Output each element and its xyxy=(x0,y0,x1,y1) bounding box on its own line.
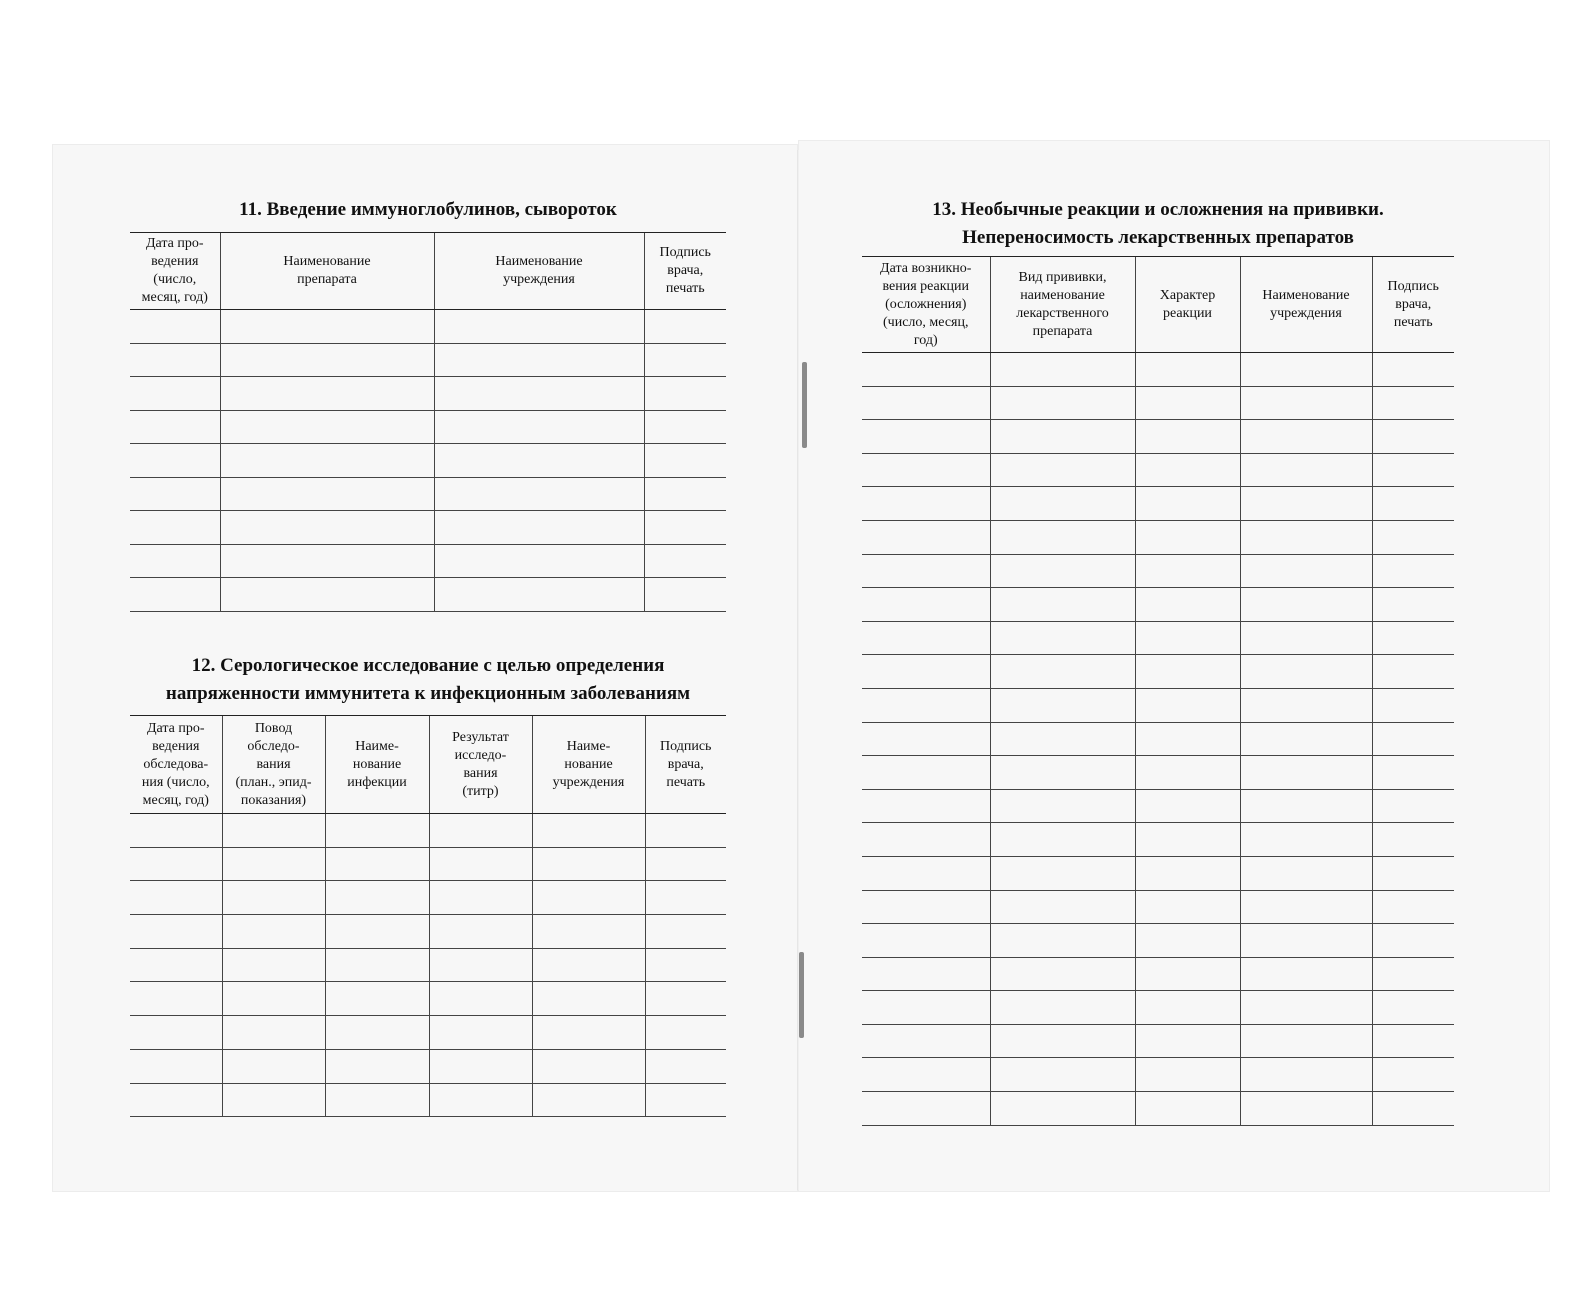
empty-cell xyxy=(222,814,325,848)
table-reactions xyxy=(862,256,1454,1126)
table-row xyxy=(862,856,1454,890)
empty-cell xyxy=(130,377,220,411)
table-row xyxy=(130,1049,726,1083)
empty-cell xyxy=(434,410,644,444)
empty-cell xyxy=(1135,924,1240,958)
empty-cell xyxy=(1240,1058,1372,1092)
empty-cell xyxy=(1240,554,1372,588)
empty-cell xyxy=(1372,957,1454,991)
empty-cell xyxy=(645,847,726,881)
table-row xyxy=(130,444,726,478)
empty-cell xyxy=(1240,789,1372,823)
table-row xyxy=(862,957,1454,991)
empty-cell xyxy=(990,688,1135,722)
empty-cell xyxy=(222,1016,325,1050)
table-row xyxy=(862,453,1454,487)
header-label: Наименование препарата xyxy=(283,254,371,287)
empty-cell xyxy=(220,444,434,478)
section-13-title xyxy=(862,196,1454,252)
empty-cell xyxy=(990,957,1135,991)
empty-cell xyxy=(644,511,726,545)
empty-cell xyxy=(532,881,645,915)
empty-cell xyxy=(130,1083,222,1117)
empty-cell xyxy=(130,444,220,478)
empty-cell xyxy=(130,915,222,949)
table-row xyxy=(130,377,726,411)
empty-cell xyxy=(220,343,434,377)
empty-cell xyxy=(1372,353,1454,387)
empty-cell xyxy=(644,343,726,377)
empty-cell xyxy=(862,789,990,823)
empty-cell xyxy=(990,924,1135,958)
empty-cell xyxy=(1135,789,1240,823)
empty-cell xyxy=(1240,655,1372,689)
empty-cell xyxy=(1240,957,1372,991)
empty-cell xyxy=(644,544,726,578)
empty-cell xyxy=(220,410,434,444)
header-label: Подпись врача, печать xyxy=(659,245,711,296)
table-row xyxy=(862,621,1454,655)
empty-cell xyxy=(990,621,1135,655)
col-reaction-type xyxy=(1135,257,1240,353)
table-serology xyxy=(130,715,726,1117)
empty-cell xyxy=(1372,856,1454,890)
table-row xyxy=(862,420,1454,454)
table-row xyxy=(130,915,726,949)
empty-cell xyxy=(1135,823,1240,857)
empty-cell xyxy=(862,856,990,890)
empty-cell xyxy=(1240,856,1372,890)
empty-cell xyxy=(434,310,644,344)
empty-cell xyxy=(532,1049,645,1083)
empty-cell xyxy=(222,948,325,982)
col-institution xyxy=(434,233,644,310)
col-exam-date xyxy=(130,716,222,814)
empty-cell xyxy=(532,1016,645,1050)
empty-cell xyxy=(325,1049,429,1083)
col-signature xyxy=(644,233,726,310)
empty-cell xyxy=(990,420,1135,454)
empty-cell xyxy=(130,343,220,377)
empty-cell xyxy=(990,1058,1135,1092)
empty-cell xyxy=(532,1083,645,1117)
empty-cell xyxy=(434,578,644,612)
empty-cell xyxy=(990,520,1135,554)
empty-cell xyxy=(1135,554,1240,588)
empty-cell xyxy=(1240,453,1372,487)
col-date xyxy=(130,233,220,310)
empty-cell xyxy=(220,511,434,545)
empty-cell xyxy=(434,511,644,545)
empty-cell xyxy=(1135,1024,1240,1058)
empty-cell xyxy=(1372,823,1454,857)
empty-cell xyxy=(1135,756,1240,790)
empty-cell xyxy=(325,881,429,915)
table-row xyxy=(130,477,726,511)
empty-cell xyxy=(1240,353,1372,387)
empty-cell xyxy=(1135,1058,1240,1092)
section-13-title-line1: 13. Необычные реакции и осложнения на прививки. xyxy=(932,199,1384,220)
empty-cell xyxy=(1372,588,1454,622)
empty-cell xyxy=(1240,621,1372,655)
empty-cell xyxy=(1135,621,1240,655)
empty-cell xyxy=(434,477,644,511)
empty-cell xyxy=(532,814,645,848)
empty-cell xyxy=(1372,420,1454,454)
empty-cell xyxy=(1135,1092,1240,1126)
empty-cell xyxy=(1372,655,1454,689)
empty-cell xyxy=(1372,520,1454,554)
empty-cell xyxy=(644,444,726,478)
table-row xyxy=(862,520,1454,554)
empty-cell xyxy=(1135,487,1240,521)
table-row xyxy=(130,814,726,848)
col-institution xyxy=(1240,257,1372,353)
header-label: Дата про- ведения (число, месяц, год) xyxy=(141,236,208,305)
empty-cell xyxy=(645,1016,726,1050)
empty-cell xyxy=(220,377,434,411)
empty-cell xyxy=(1135,890,1240,924)
empty-cell xyxy=(1240,722,1372,756)
empty-cell xyxy=(1372,991,1454,1025)
col-reason xyxy=(222,716,325,814)
col-institution xyxy=(532,716,645,814)
empty-cell xyxy=(1135,722,1240,756)
empty-cell xyxy=(862,655,990,689)
empty-cell xyxy=(1372,722,1454,756)
header-label: Вид прививки, наименование лекарственного препарата xyxy=(1016,269,1109,339)
empty-cell xyxy=(130,847,222,881)
empty-cell xyxy=(1372,386,1454,420)
empty-cell xyxy=(220,310,434,344)
col-reaction-date xyxy=(862,257,990,353)
table-row xyxy=(130,310,726,344)
section-11-title: 11. Введение иммуноглобулинов, сывороток xyxy=(239,199,617,220)
col-result xyxy=(429,716,532,814)
empty-cell xyxy=(222,1049,325,1083)
empty-cell xyxy=(1240,588,1372,622)
empty-cell xyxy=(130,477,220,511)
table-row xyxy=(862,688,1454,722)
table-row xyxy=(862,1024,1454,1058)
empty-cell xyxy=(990,588,1135,622)
table-row xyxy=(862,756,1454,790)
empty-cell xyxy=(325,847,429,881)
table-row xyxy=(130,511,726,545)
table-row xyxy=(862,655,1454,689)
section-12-title-line1: 12. Серологическое исследование с целью определения xyxy=(191,655,665,676)
empty-cell xyxy=(862,621,990,655)
empty-cell xyxy=(434,444,644,478)
empty-cell xyxy=(1240,823,1372,857)
empty-cell xyxy=(130,1049,222,1083)
header-label: Дата про- ведения обследова- ния (число, месяц, год) xyxy=(141,720,210,808)
empty-cell xyxy=(1135,386,1240,420)
header-label: Наиме- нование инфекции xyxy=(347,738,407,790)
empty-cell xyxy=(1135,957,1240,991)
table-row xyxy=(130,1083,726,1117)
empty-cell xyxy=(990,722,1135,756)
empty-cell xyxy=(222,847,325,881)
table-row xyxy=(862,1092,1454,1126)
empty-cell xyxy=(1372,487,1454,521)
header-label: Результат исследо- вания (титр) xyxy=(452,729,509,799)
empty-cell xyxy=(325,982,429,1016)
empty-cell xyxy=(1372,789,1454,823)
empty-cell xyxy=(1240,1024,1372,1058)
col-preparation xyxy=(220,233,434,310)
header-label: Повод обследо- вания (план., эпид- показания) xyxy=(235,720,312,808)
section-12-title xyxy=(128,652,728,708)
empty-cell xyxy=(990,353,1135,387)
empty-cell xyxy=(1240,688,1372,722)
empty-cell xyxy=(862,520,990,554)
empty-cell xyxy=(862,924,990,958)
empty-cell xyxy=(1372,453,1454,487)
empty-cell xyxy=(862,1024,990,1058)
empty-cell xyxy=(990,487,1135,521)
empty-cell xyxy=(990,823,1135,857)
empty-cell xyxy=(1240,924,1372,958)
empty-cell xyxy=(434,343,644,377)
empty-cell xyxy=(1372,924,1454,958)
table-row xyxy=(862,722,1454,756)
table-row xyxy=(130,1016,726,1050)
empty-cell xyxy=(862,453,990,487)
empty-cell xyxy=(130,310,220,344)
empty-cell xyxy=(532,982,645,1016)
empty-cell xyxy=(220,477,434,511)
table-row xyxy=(862,353,1454,387)
empty-cell xyxy=(862,957,990,991)
empty-cell xyxy=(862,890,990,924)
empty-cell xyxy=(1240,991,1372,1025)
empty-cell xyxy=(130,578,220,612)
empty-cell xyxy=(130,410,220,444)
empty-cell xyxy=(1372,688,1454,722)
empty-cell xyxy=(990,1024,1135,1058)
empty-cell xyxy=(429,915,532,949)
table-row xyxy=(862,924,1454,958)
empty-cell xyxy=(130,1016,222,1050)
empty-cell xyxy=(862,722,990,756)
empty-cell xyxy=(862,1092,990,1126)
table-row xyxy=(130,948,726,982)
col-signature xyxy=(645,716,726,814)
table-row xyxy=(130,982,726,1016)
table-row xyxy=(862,823,1454,857)
empty-cell xyxy=(130,814,222,848)
empty-cell xyxy=(645,982,726,1016)
header-label: Наиме- нование учреждения xyxy=(552,738,625,790)
empty-cell xyxy=(1240,520,1372,554)
empty-cell xyxy=(990,856,1135,890)
empty-cell xyxy=(429,1049,532,1083)
empty-cell xyxy=(1240,756,1372,790)
empty-cell xyxy=(222,982,325,1016)
table-row xyxy=(862,554,1454,588)
empty-cell xyxy=(532,915,645,949)
empty-cell xyxy=(434,544,644,578)
empty-cell xyxy=(990,453,1135,487)
empty-cell xyxy=(990,386,1135,420)
empty-cell xyxy=(1240,420,1372,454)
empty-cell xyxy=(1372,621,1454,655)
header-label: Наименование учреждения xyxy=(1262,287,1350,321)
empty-cell xyxy=(645,814,726,848)
table-row xyxy=(130,847,726,881)
empty-cell xyxy=(862,588,990,622)
empty-cell xyxy=(645,948,726,982)
empty-cell xyxy=(1240,487,1372,521)
section-12-title-line2: напряженности иммунитета к инфекционным заболеваниям xyxy=(165,683,691,704)
empty-cell xyxy=(644,477,726,511)
empty-cell xyxy=(1135,353,1240,387)
table-row xyxy=(862,991,1454,1025)
empty-cell xyxy=(325,915,429,949)
empty-cell xyxy=(644,578,726,612)
table-row xyxy=(130,578,726,612)
table-row xyxy=(130,410,726,444)
col-signature xyxy=(1372,257,1454,353)
empty-cell xyxy=(990,1092,1135,1126)
empty-cell xyxy=(990,655,1135,689)
empty-cell xyxy=(222,915,325,949)
empty-cell xyxy=(429,881,532,915)
empty-cell xyxy=(434,377,644,411)
empty-cell xyxy=(1135,520,1240,554)
empty-cell xyxy=(645,881,726,915)
empty-cell xyxy=(429,1083,532,1117)
empty-cell xyxy=(1240,890,1372,924)
empty-cell xyxy=(429,847,532,881)
empty-cell xyxy=(645,915,726,949)
empty-cell xyxy=(1372,1092,1454,1126)
empty-cell xyxy=(1135,453,1240,487)
empty-cell xyxy=(990,756,1135,790)
empty-cell xyxy=(429,948,532,982)
staple-top xyxy=(802,362,807,448)
header-label: Характер реакции xyxy=(1159,287,1216,321)
table-row xyxy=(862,487,1454,521)
col-infection xyxy=(325,716,429,814)
empty-cell xyxy=(1240,1092,1372,1126)
header-label: Подпись врача, печать xyxy=(1387,278,1439,330)
table-row xyxy=(862,789,1454,823)
table-row xyxy=(862,588,1454,622)
empty-cell xyxy=(325,814,429,848)
empty-cell xyxy=(1135,688,1240,722)
empty-cell xyxy=(862,756,990,790)
empty-cell xyxy=(862,1058,990,1092)
empty-cell xyxy=(862,991,990,1025)
table-row xyxy=(862,890,1454,924)
empty-cell xyxy=(990,789,1135,823)
empty-cell xyxy=(220,544,434,578)
empty-cell xyxy=(990,991,1135,1025)
staple-bottom xyxy=(799,952,804,1038)
table-row xyxy=(862,1058,1454,1092)
empty-cell xyxy=(1135,655,1240,689)
empty-cell xyxy=(222,1083,325,1117)
empty-cell xyxy=(990,554,1135,588)
empty-cell xyxy=(1372,756,1454,790)
empty-cell xyxy=(862,554,990,588)
empty-cell xyxy=(644,410,726,444)
table-row xyxy=(862,386,1454,420)
empty-cell xyxy=(862,823,990,857)
col-vaccine-drug xyxy=(990,257,1135,353)
empty-cell xyxy=(644,310,726,344)
empty-cell xyxy=(222,881,325,915)
empty-cell xyxy=(1372,1024,1454,1058)
section-13-title-line2: Непереносимость лекарственных препаратов xyxy=(962,227,1354,248)
table-row xyxy=(130,881,726,915)
empty-cell xyxy=(429,982,532,1016)
header-label: Дата возникно- вения реакции (осложнения) (число, месяц, год) xyxy=(880,260,972,348)
header-label: Наименование учреждения xyxy=(495,254,583,287)
empty-cell xyxy=(130,948,222,982)
empty-cell xyxy=(220,578,434,612)
empty-cell xyxy=(130,881,222,915)
empty-cell xyxy=(532,847,645,881)
empty-cell xyxy=(645,1083,726,1117)
empty-cell xyxy=(862,386,990,420)
table-row xyxy=(130,343,726,377)
table-immunoglobulins xyxy=(130,232,726,612)
empty-cell xyxy=(130,544,220,578)
empty-cell xyxy=(1372,890,1454,924)
empty-cell xyxy=(130,511,220,545)
empty-cell xyxy=(1372,554,1454,588)
empty-cell xyxy=(862,688,990,722)
table-row xyxy=(130,544,726,578)
empty-cell xyxy=(429,1016,532,1050)
empty-cell xyxy=(990,890,1135,924)
empty-cell xyxy=(862,420,990,454)
empty-cell xyxy=(325,1016,429,1050)
empty-cell xyxy=(532,948,645,982)
empty-cell xyxy=(862,353,990,387)
empty-cell xyxy=(429,814,532,848)
empty-cell xyxy=(1135,420,1240,454)
empty-cell xyxy=(130,982,222,1016)
empty-cell xyxy=(644,377,726,411)
empty-cell xyxy=(862,487,990,521)
empty-cell xyxy=(325,948,429,982)
empty-cell xyxy=(1135,991,1240,1025)
empty-cell xyxy=(1135,856,1240,890)
header-label: Подпись врача, печать xyxy=(660,738,712,790)
empty-cell xyxy=(1135,588,1240,622)
empty-cell xyxy=(1372,1058,1454,1092)
empty-cell xyxy=(1240,386,1372,420)
empty-cell xyxy=(325,1083,429,1117)
empty-cell xyxy=(645,1049,726,1083)
